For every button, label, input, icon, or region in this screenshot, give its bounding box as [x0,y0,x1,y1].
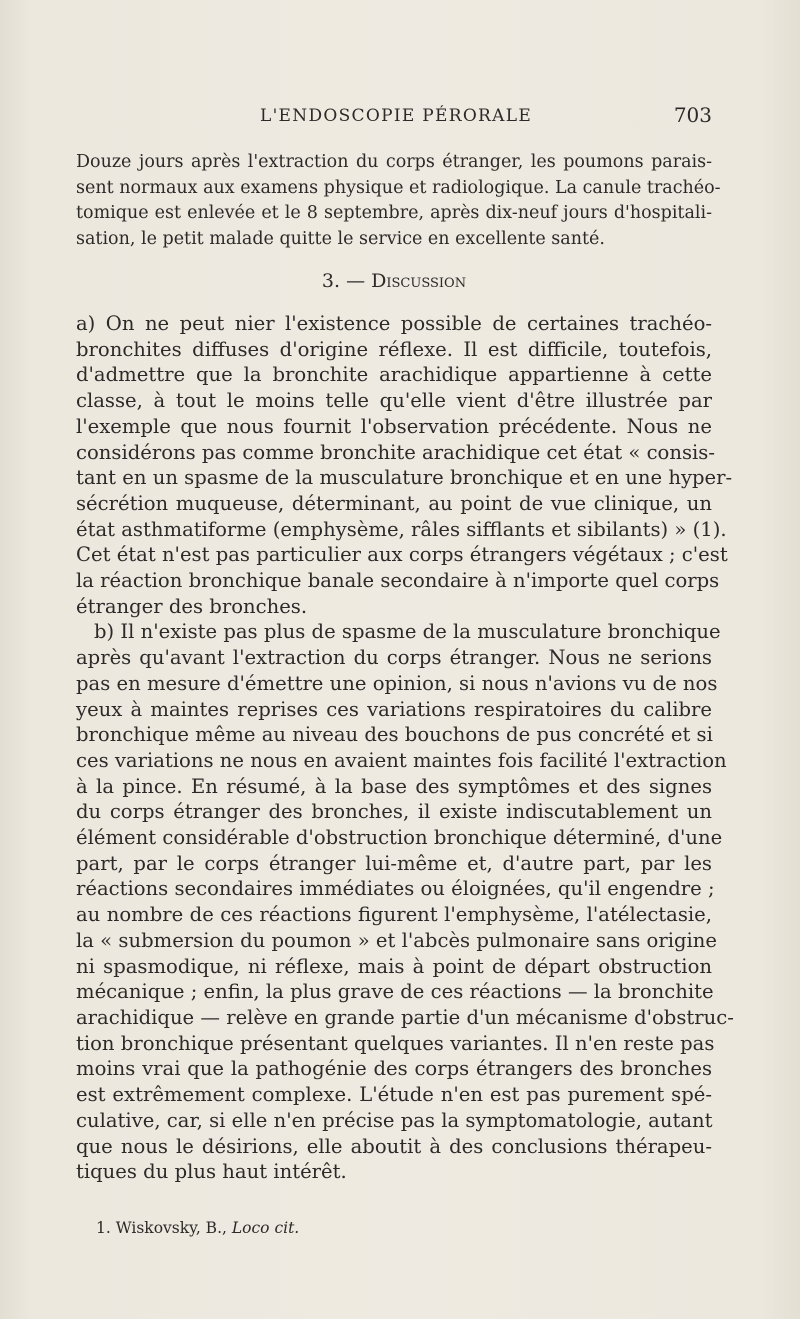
text-line: élément considérable d'obstruction bronchique déterminé, d'une [76,826,723,850]
section-heading [76,270,712,292]
discussion-body [76,311,734,1185]
text-line: réactions secondaires immédiates ou éloignées, qu'il engendre ; [76,877,715,901]
text-line: tiques du plus haut intérêt. [76,1160,347,1184]
text-line: Cet état n'est pas particulier aux corps étrangers végétaux ; c'est [76,543,728,567]
page-number: 703 [673,103,712,127]
text-line: pas en mesure d'émettre une opinion, si nous n'avions vu de nos [76,671,718,695]
text-line: étranger des bronches. [76,594,308,618]
footnote-ref: Loco cit. [231,1219,300,1237]
text-line: ni spasmodique, ni réflexe, mais à point de départ obstruction [76,954,712,978]
section-title: Discussion [371,270,467,292]
text-line: l'exemple que nous fournit l'observation précédente. Nous ne [76,414,712,438]
text-line: b) Il n'existe pas plus de spasme de la musculature bronchique [94,620,721,644]
text-line: Douze jours après l'extraction du corps étranger, les poumons parais- [76,152,712,172]
text-line: du corps étranger des bronches, il existe indiscutablement un [76,800,712,824]
running-head-title: L'ENDOSCOPIE PÉRORALE [260,106,533,126]
text-line: yeux à maintes reprises ces variations respiratoires du calibre [76,697,712,721]
text-line: après qu'avant l'extraction du corps étranger. Nous ne serions [76,646,712,670]
text-line: la « submersion du poumon » et l'abcès pulmonaire sans origine [76,928,717,952]
text-line: bronchites diffuses d'origine réflexe. Il est difficile, toutefois, [76,337,712,361]
paragraph-1 [76,150,721,252]
text-line: ces variations ne nous en avaient maintes fois facilité l'extraction [76,748,727,772]
text-line: bronchique même au niveau des bouchons de pus concrété et si [76,723,713,747]
text-line: à la pince. En résumé, à la base des symptômes et des signes [76,774,712,798]
text-line: la réaction bronchique banale secondaire à n'importe quel corps [76,569,720,593]
text-line: classe, à tout le moins telle qu'elle vient d'être illustrée par [76,389,712,413]
text-line: tion bronchique présentant quelques variantes. Il n'en reste pas [76,1031,715,1055]
running-head [76,103,712,136]
text-line: sent normaux aux examens physique et radiologique. La canule trachéo- [76,177,721,198]
text-line: d'admettre que la bronchite arachidique appartienne à cette [76,363,712,387]
text-line: état asthmatiforme (emphysème, râles sifflants et sibilants) » (1). [76,517,727,541]
text-line: culative, car, si elle n'en précise pas la symptomatologie, autant [76,1108,713,1132]
text-line: mécanique ; enfin, la plus grave de ces réactions — la bronchite [76,980,714,1004]
text-line: sécrétion muqueuse, déterminant, au point de vue clinique, un [76,491,712,515]
text-line: a) On ne peut nier l'existence possible de certaines trachéo- [76,312,712,335]
footnote-author: Wiskovsky, B., [115,1219,227,1237]
text-line: considérons pas comme bronchite arachidique cet état « consis- [76,440,715,464]
text-line: que nous le désirions, elle aboutit à des conclusions thérapeu- [76,1134,712,1158]
text-line: est extrêmement complexe. L'étude n'en est pas purement spé- [76,1083,712,1107]
section-number: 3. — [321,270,366,292]
text-line: arachidique — relève en grande partie d'un mécanisme d'obstruc- [76,1005,734,1029]
text-line: tant en un spasme de la musculature bronchique et en une hyper- [76,466,733,490]
text-line: part, par le corps étranger lui-même et, d'autre part, par les [76,851,712,875]
text-line: tomique est enlevée et le 8 septembre, après dix-neuf jours d'hospitali- [76,203,712,223]
text-line: sation, le petit malade quitte le service en excellente santé. [76,228,605,249]
footnote [96,1219,299,1237]
text-line: moins vrai que la pathogénie des corps étrangers des bronches [76,1057,712,1081]
footnote-marker: 1. [96,1219,111,1237]
text-line: au nombre de ces réactions figurent l'emphysème, l'atélectasie, [76,903,712,927]
